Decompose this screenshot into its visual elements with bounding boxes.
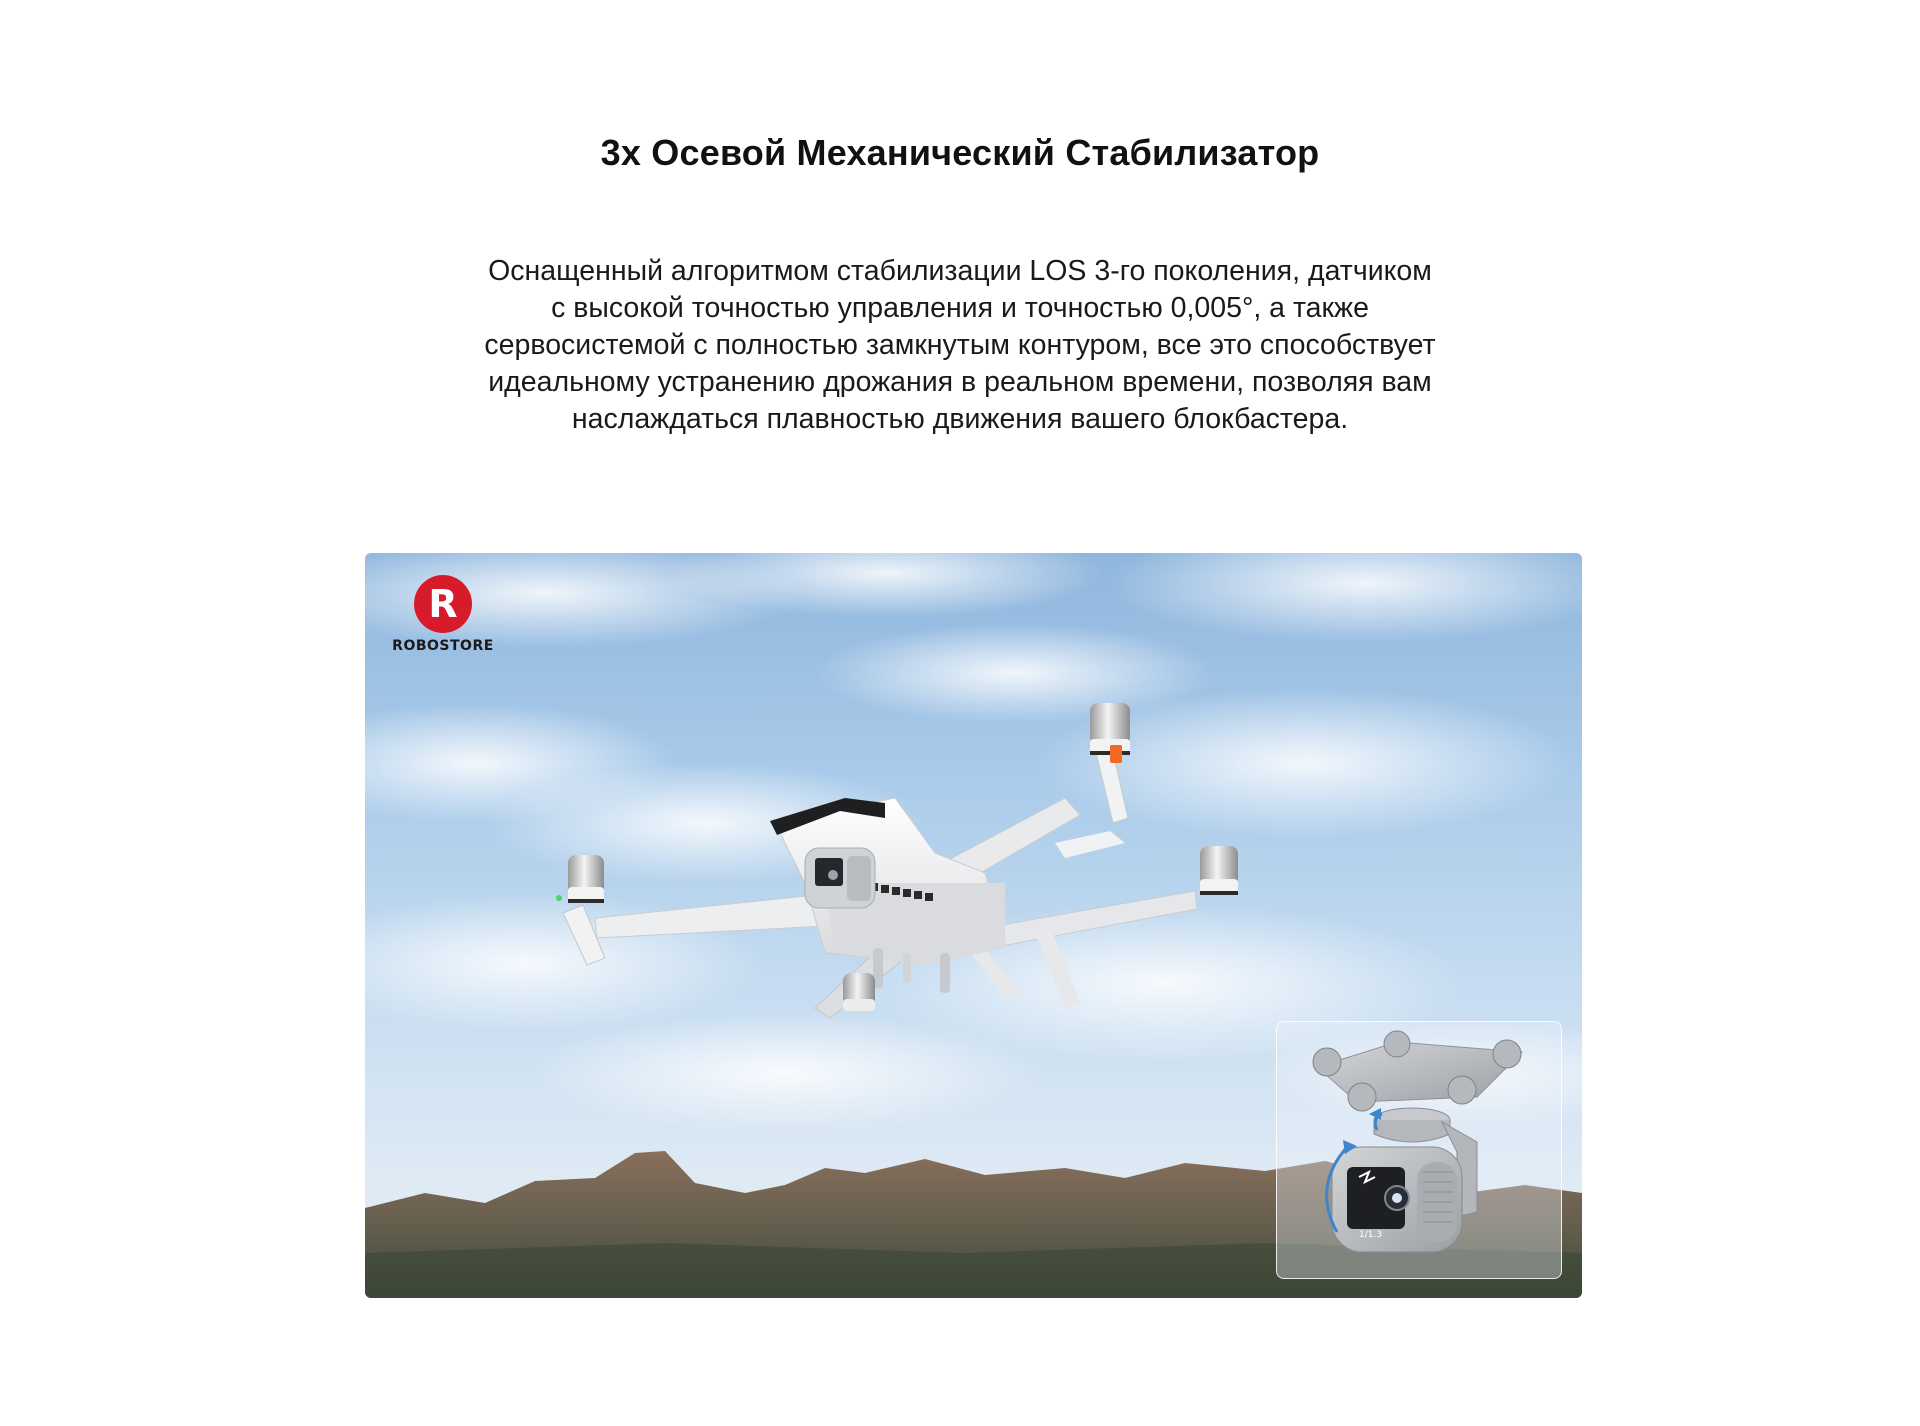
description-line: сервосистемой с полностью замкнутым контуром, все это способствует <box>484 329 1436 361</box>
robostore-logo <box>377 575 497 655</box>
logo-text: ROBOSTORE <box>392 638 494 654</box>
description-line: идеальному устранению дрожания в реальном времени, позволяя вам <box>488 366 1432 398</box>
lens-spec-label: 1/1.3 <box>1359 1230 1383 1240</box>
gimbal-inset <box>1276 1021 1562 1279</box>
logo-letter: R <box>428 582 458 626</box>
description-line: Оснащенный алгоритмом стабилизации LOS 3-го поколения, датчиком <box>488 255 1432 287</box>
gimbal-illustration <box>1277 1022 1561 1278</box>
description-line: наслаждаться плавностью движения вашего блокбастера. <box>571 403 1349 435</box>
hero-image <box>365 553 1582 1298</box>
description-line: с высокой точностью управления и точностью 0,005°, а также <box>551 292 1369 324</box>
page-title: 3x Осевой Механический Стабилизатор <box>600 132 1320 173</box>
description-text <box>410 253 1510 438</box>
